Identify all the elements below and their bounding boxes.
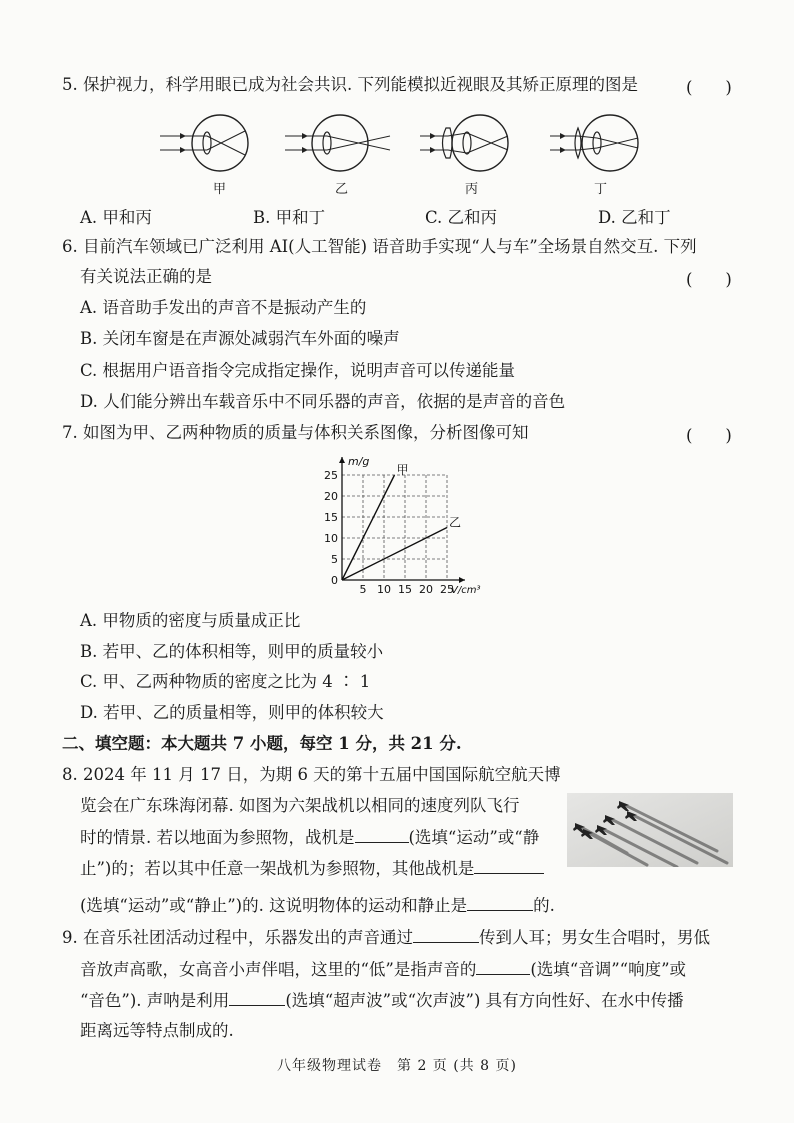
x-tick-label: 20 — [419, 583, 433, 596]
q5-option-a[interactable]: A. 甲和丙 — [80, 208, 152, 227]
section2-heading: 二、填空题：本大题共 7 小题，每空 1 分，共 21 分. — [62, 734, 462, 753]
q6-option-b[interactable]: B. 关闭车窗是在声源处减弱汽车外面的噪声 — [80, 329, 400, 348]
q8-line1: 8. 2024 年 11 月 17 日，为期 6 天的第十五届中国国际航空航天博 — [62, 765, 561, 784]
q8-line3-text-b: (选填“运动”或“静 — [408, 828, 540, 847]
q5-answer-paren: ( ) — [686, 78, 732, 97]
q8-blank-2[interactable] — [474, 857, 544, 874]
x-axis-arrow — [459, 577, 465, 583]
q8-blank-3[interactable] — [467, 894, 533, 911]
q8-line2: 览会在广东珠海闭幕. 如图为六架战机以相同的速度列队飞行 — [80, 796, 520, 815]
series-line-yi — [342, 528, 447, 581]
x-tick-label: 10 — [377, 583, 391, 596]
q8-line4-text: 止”)的；若以其中任意一架战机为参照物，其他战机是 — [80, 859, 475, 878]
q9-line4: 距离远等特点制成的. — [80, 1021, 234, 1040]
series-label-yi: 乙 — [449, 515, 462, 530]
q7-stem: 7. 如图为甲、乙两种物质的质量与体积关系图像，分析图像可知 — [62, 423, 529, 442]
q7-option-d[interactable]: D. 若甲、乙的质量相等，则甲的体积较大 — [80, 703, 384, 722]
q6-stem-line2: 有关说法正确的是 — [80, 267, 212, 286]
y-tick-label: 0 — [331, 574, 338, 587]
q5-option-c[interactable]: C. 乙和丙 — [425, 208, 498, 227]
q8-line3 — [80, 826, 539, 849]
q6-option-d[interactable]: D. 人们能分辨出车载音乐中不同乐器的声音，依据的是声音的音色 — [80, 392, 566, 411]
q5-option-b[interactable]: B. 甲和丁 — [253, 208, 326, 227]
q5-stem: 5. 保护视力，科学用眼已成为社会共识. 下列能模拟近视眼及其矫正原理的图是 — [62, 75, 638, 94]
q8-line5 — [80, 894, 555, 917]
y-tick-label: 15 — [324, 511, 338, 524]
q8-line5-text-b: 的. — [533, 896, 555, 915]
q7-option-a[interactable]: A. 甲物质的密度与质量成正比 — [80, 611, 301, 630]
q9-blank-3[interactable] — [229, 989, 285, 1006]
q9-line2-text-b: (选填“音调”“响度”或 — [530, 960, 687, 979]
eye-label-ding: 丁 — [594, 182, 608, 197]
q7-option-c[interactable]: C. 甲、乙两种物质的密度之比为 4 ∶ 1 — [80, 672, 371, 691]
x-tick-label: 5 — [359, 583, 367, 596]
q8-line4 — [80, 857, 544, 880]
q9-blank-2[interactable] — [476, 958, 530, 975]
q9-blank-1[interactable] — [413, 926, 479, 943]
q6-option-a[interactable]: A. 语音助手发出的声音不是振动产生的 — [80, 298, 367, 317]
y-tick-label: 5 — [331, 553, 338, 566]
fighter-jets-photo — [567, 793, 733, 867]
q9-line1-text-b: 传到人耳；男女生合唱时，男低 — [479, 928, 710, 947]
series-line-jia — [342, 475, 395, 580]
eye-label-yi: 乙 — [335, 182, 349, 197]
y-axis-label: m/g — [348, 455, 370, 468]
q7-answer-paren: ( ) — [686, 426, 732, 445]
eye-label-bing: 丙 — [465, 182, 479, 197]
x-tick-label: 15 — [398, 583, 412, 596]
series-label-jia: 甲 — [396, 463, 409, 477]
q9-line3-text-a: “音色”). 声呐是利用 — [80, 991, 230, 1010]
q9-line2 — [80, 958, 686, 981]
q9-line1-text-a: 9. 在音乐社团活动过程中，乐器发出的声音通过 — [62, 928, 413, 947]
eye-diagram-bing — [420, 115, 508, 171]
eye-diagrams — [150, 110, 670, 180]
q9-line2-text-a: 音放声高歌，女高音小声伴唱，这里的“低”是指声音的 — [80, 960, 477, 979]
x-axis-label: V/cm³ — [451, 585, 481, 596]
q6-answer-paren: ( ) — [686, 270, 732, 289]
q8-blank-1[interactable] — [355, 826, 409, 843]
eye-label-jia: 甲 — [213, 182, 227, 197]
q9-line3-text-b: (选填“超声波”或“次声波”) 具有方向性好、在水中传播 — [285, 991, 684, 1010]
q9-line1 — [62, 926, 710, 949]
eye-diagram-jia — [160, 115, 248, 171]
q9-line3 — [80, 989, 684, 1012]
eye-diagram-yi — [285, 115, 390, 171]
q6-stem-line1: 6. 目前汽车领域已广泛利用 AI(人工智能) 语音助手实现“人与车”全场景自然交互. 下列 — [62, 237, 697, 256]
q7-option-b[interactable]: B. 若甲、乙的体积相等，则甲的质量较小 — [80, 642, 384, 661]
q8-line3-text-a: 时的情景. 若以地面为参照物，战机是 — [80, 828, 355, 847]
y-tick-label: 20 — [324, 490, 338, 503]
page-footer: 八年级物理试卷 第 2 页 (共 8 页) — [277, 1058, 517, 1074]
mass-volume-chart — [318, 450, 508, 600]
q6-option-c[interactable]: C. 根据用户语音指令完成指定操作，说明声音可以传递能量 — [80, 361, 516, 380]
eye-diagram-ding — [550, 115, 638, 171]
y-tick-label: 25 — [324, 469, 338, 482]
q5-option-d[interactable]: D. 乙和丁 — [598, 208, 671, 227]
y-axis-arrow — [339, 457, 345, 463]
y-tick-label: 10 — [324, 532, 338, 545]
x-tick-label: 25 — [440, 583, 454, 596]
q8-line5-text-a: (选填“运动”或“静止”)的. 这说明物体的运动和静止是 — [80, 896, 468, 915]
